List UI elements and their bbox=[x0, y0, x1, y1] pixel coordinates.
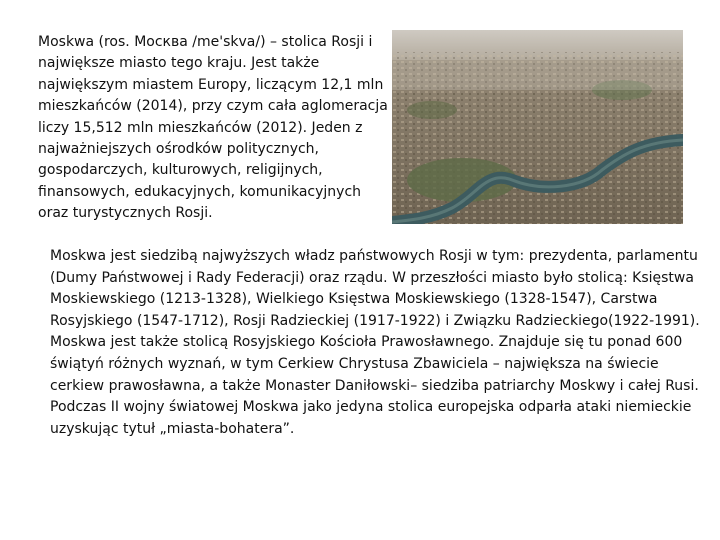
moscow-aerial-photo bbox=[392, 30, 683, 224]
intro-paragraph: Moskwa (ros. Москва /me'skva/) – stolica Rosji i największe miasto tego kraju. Jest także największym miastem Europy, liczącym 12,1 mln mieszkańców (2014), przy czym cała aglomeracja liczy 15,512 mln mieszkańców (2012). Jeden z najważniejszych ośrodków politycznych, gospodarczych, kulturowych, religijnych, finansowych, edukacyjnych, komunikacyjnych oraz turystycznych Rosji. bbox=[38, 34, 388, 222]
main-paragraph: Moskwa jest siedzibą najwyższych władz państwowych Rosji w tym: prezydenta, parlamentu (Dumy Państwowej i Rady Federacji) oraz rządu. W przeszłości miasto było stolicą: Księstwa Moskiewskiego (1213-1328), Wielkiego Księstwa Moskiewskiego (1328-1547), Carstwa Rosyjskiego (1547-1712), Rosji Radzieckiej (1917-1922) i Związku Radzieckiego(1922-1991). Moskwa jest także stolicą Rosyjskiego Kościoła Prawosławnego. Znajduje się tu ponad 600 świątyń różnych wyznań, w tym Cerkiew Chrystusa Zbawiciela – największa na świecie cerkiew prawosławna, a także Monaster Daniłowski– siedziba patriarchy Moskwy i całej Rusi. Podczas II wojny światowej Moskwa jako jedyna stolica europejska odparła ataki niemieckie uzyskując tytuł „miasta-bohatera”. bbox=[50, 248, 700, 437]
